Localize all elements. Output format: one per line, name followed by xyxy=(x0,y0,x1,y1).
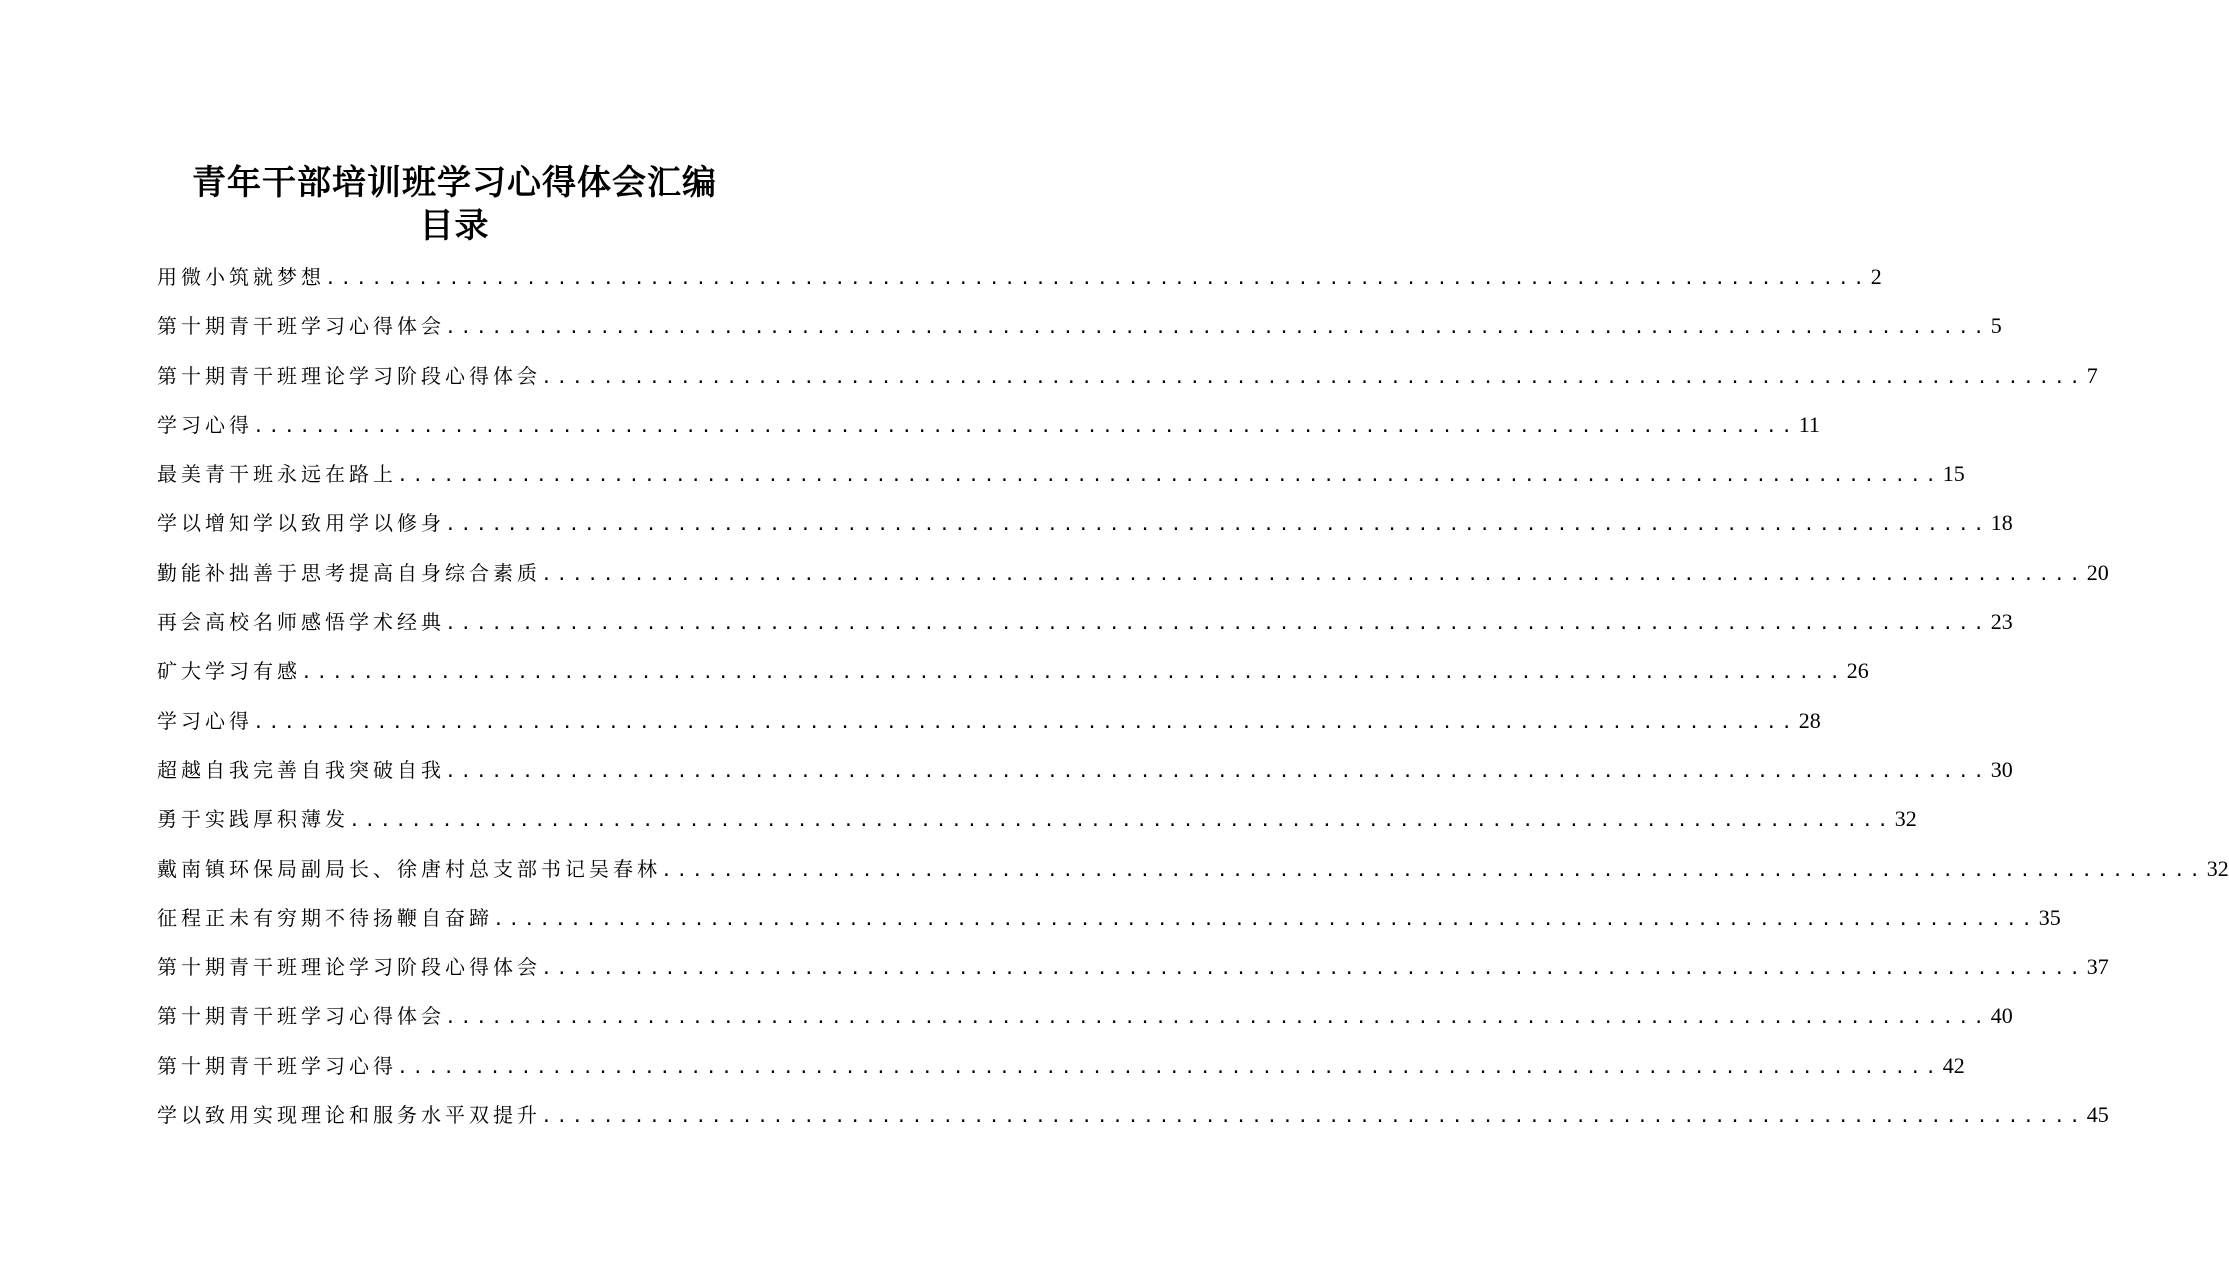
toc-heading: 目录 xyxy=(419,206,490,246)
toc-entry-title: 第十期青干班学习心得 xyxy=(157,1053,397,1078)
toc-dot-leader: .................................................................................................... xyxy=(445,613,1989,635)
table-of-contents xyxy=(157,252,2229,1139)
toc-entry[interactable] xyxy=(157,942,2109,991)
toc-entry-page-number: 5 xyxy=(1990,313,2002,339)
toc-entry-page-number: 18 xyxy=(1990,510,2013,536)
toc-entry-page-number: 37 xyxy=(2086,954,2109,980)
toc-entry-title: 用微小筑就梦想 xyxy=(157,265,325,289)
toc-entry-title: 学以增知学以致用学以修身 xyxy=(157,511,445,536)
toc-dot-leader: .................................................................................................... xyxy=(541,1106,2085,1128)
toc-entry[interactable] xyxy=(157,1090,2109,1139)
toc-entry-page-number: 45 xyxy=(2086,1102,2109,1128)
toc-entry-title: 学习心得 xyxy=(157,412,253,437)
toc-dot-leader: .................................................................................................... xyxy=(541,366,2085,388)
toc-dot-leader: .................................................................................................... xyxy=(397,465,1941,487)
toc-entry[interactable] xyxy=(157,991,2013,1040)
toc-dot-leader: .................................................................................................... xyxy=(445,317,1989,339)
toc-entry-page-number: 20 xyxy=(2086,559,2109,585)
toc-entry[interactable] xyxy=(157,696,1821,745)
toc-entry-title: 再会高校名师感悟学术经典 xyxy=(157,610,445,635)
toc-entry[interactable] xyxy=(157,597,2013,646)
toc-entry[interactable] xyxy=(157,794,1917,843)
toc-entry[interactable] xyxy=(157,646,1869,695)
toc-entry-title: 勤能补拙善于思考提高自身综合素质 xyxy=(157,560,541,585)
toc-entry[interactable] xyxy=(157,301,2002,350)
toc-dot-leader: .................................................................................................... xyxy=(445,514,1989,536)
toc-entry-title: 第十期青干班学习心得体会 xyxy=(157,314,445,339)
toc-dot-leader: .................................................................................................... xyxy=(349,810,1893,832)
toc-dot-leader: .................................................................................................... xyxy=(541,563,2085,585)
toc-dot-leader: .................................................................................................... xyxy=(301,662,1845,684)
toc-entry-page-number: 15 xyxy=(1942,461,1965,487)
toc-dot-leader: .................................................................................................... xyxy=(445,1007,1989,1029)
toc-entry-title: 超越自我完善自我突破自我 xyxy=(157,757,445,782)
toc-entry-page-number: 7 xyxy=(2086,362,2098,388)
toc-dot-leader: .................................................................................................... xyxy=(541,958,2085,980)
toc-entry-title: 学以致用实现理论和服务水平双提升 xyxy=(157,1103,541,1128)
toc-entry-page-number: 28 xyxy=(1798,707,1821,733)
toc-dot-leader: .................................................................................................... xyxy=(661,859,2205,881)
toc-entry[interactable] xyxy=(157,351,2098,400)
toc-entry[interactable] xyxy=(157,449,1965,498)
toc-entry-page-number: 2 xyxy=(1870,264,1882,289)
toc-entry[interactable] xyxy=(157,844,2229,893)
toc-entry-title: 征程正未有穷期不待扬鞭自奋蹄 xyxy=(157,905,493,930)
toc-dot-leader: .................................................................................................... xyxy=(445,760,1989,782)
toc-dot-leader: .................................................................................................... xyxy=(253,415,1797,437)
toc-entry-title: 最美青干班永远在路上 xyxy=(157,462,397,487)
toc-entry[interactable] xyxy=(157,1041,1965,1090)
toc-entry-page-number: 23 xyxy=(1990,609,2013,635)
toc-dot-leader: .................................................................................................... xyxy=(493,908,2037,930)
toc-entry-title: 勇于实践厚积薄发 xyxy=(157,807,349,832)
toc-entry-page-number: 32 xyxy=(1894,806,1917,832)
toc-entry[interactable] xyxy=(157,893,2061,942)
toc-entry[interactable] xyxy=(157,252,1882,301)
toc-entry-title: 第十期青干班学习心得体会 xyxy=(157,1004,445,1029)
toc-dot-leader: .................................................................................................... xyxy=(325,268,1869,289)
toc-entry[interactable] xyxy=(157,745,2013,794)
toc-entry-title: 戴南镇环保局副局长、徐唐村总支部书记吴春林 xyxy=(157,856,661,881)
toc-entry-title: 学习心得 xyxy=(157,708,253,733)
toc-entry-page-number: 26 xyxy=(1846,658,1869,684)
toc-entry-page-number: 35 xyxy=(2038,904,2061,930)
toc-entry[interactable] xyxy=(157,400,1820,449)
document-title: 青年干部培训班学习心得体会汇编 xyxy=(192,163,717,203)
toc-entry[interactable] xyxy=(157,548,2109,597)
toc-entry-page-number: 32 xyxy=(2206,855,2229,881)
toc-entry-title: 矿大学习有感 xyxy=(157,659,301,684)
toc-entry[interactable] xyxy=(157,498,2013,547)
toc-entry-page-number: 42 xyxy=(1942,1052,1965,1078)
toc-entry-page-number: 11 xyxy=(1798,411,1820,437)
toc-dot-leader: .................................................................................................... xyxy=(253,711,1797,733)
toc-entry-page-number: 30 xyxy=(1990,756,2013,782)
toc-entry-title: 第十期青干班理论学习阶段心得体会 xyxy=(157,955,541,980)
toc-dot-leader: .................................................................................................... xyxy=(397,1056,1941,1078)
toc-entry-page-number: 40 xyxy=(1990,1003,2013,1029)
toc-entry-title: 第十期青干班理论学习阶段心得体会 xyxy=(157,363,541,388)
